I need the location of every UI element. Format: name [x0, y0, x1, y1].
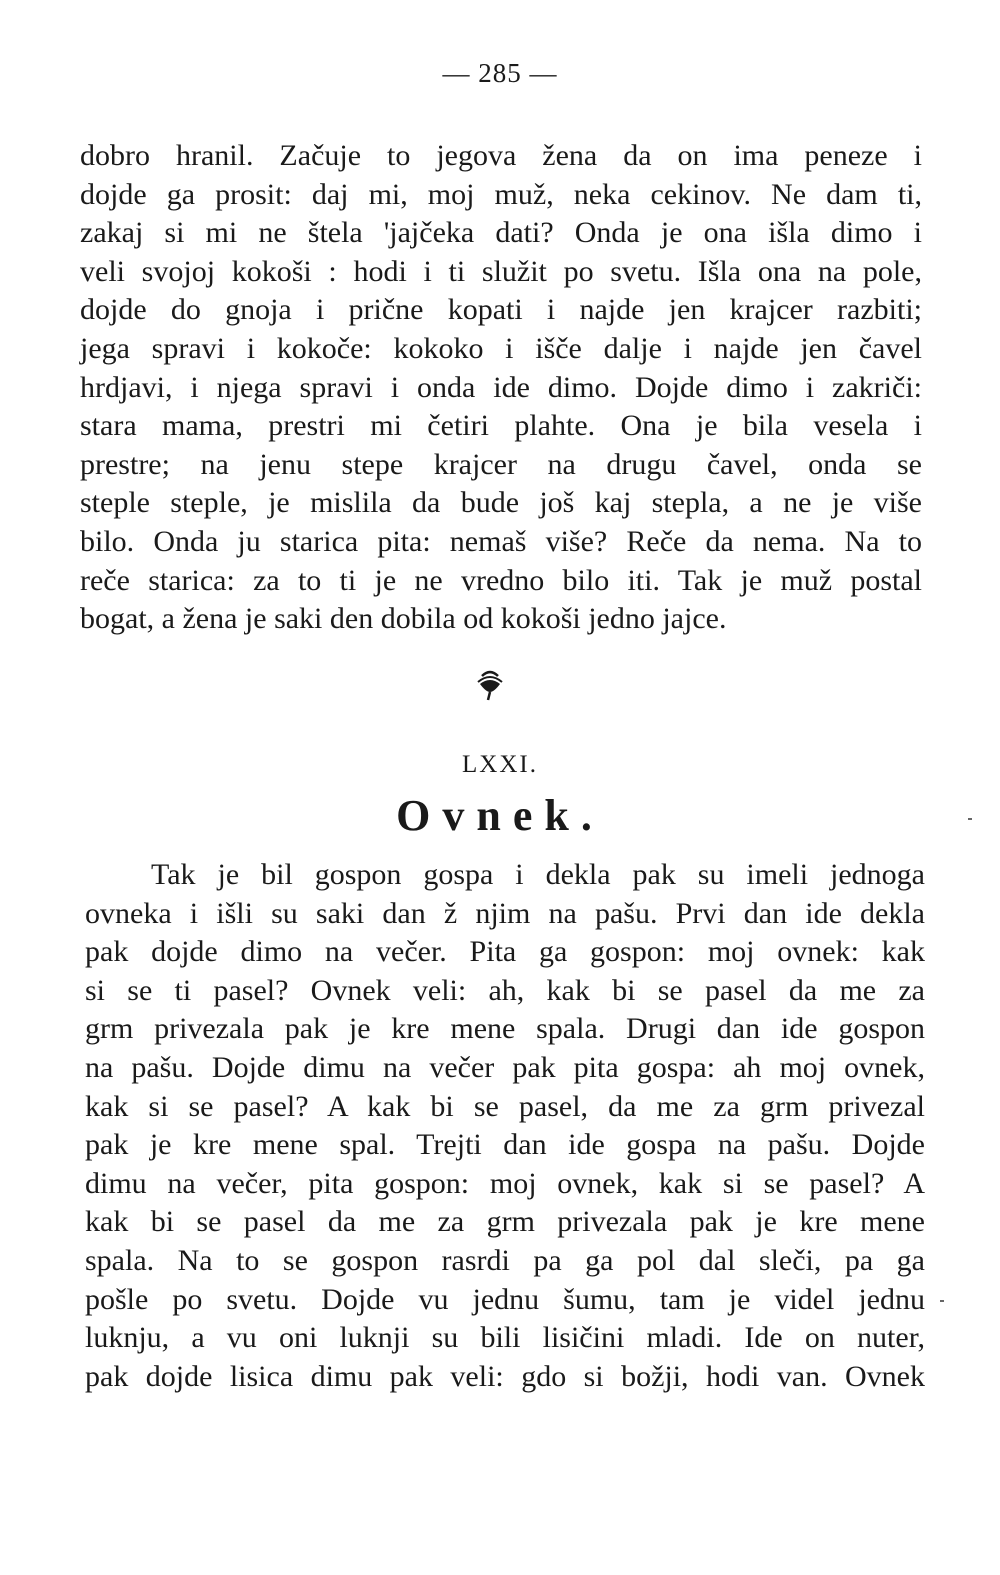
text-line: spala. Na to se gospon rasrdi pa ga pol dal sleči, pa ga: [85, 1243, 925, 1277]
text-line: dobro hranil. Začuje to jegova žena da on ima peneze i: [80, 139, 922, 172]
text-line: si se ti pasel? Ovnek veli: ah, kak bi se pasel da me za: [85, 973, 925, 1007]
chapter-number: LXXI.: [462, 751, 538, 778]
text-line: bilo. Onda ju starica pita: nemaš više? Reče da nema. Na to: [80, 524, 922, 558]
text-line: na pašu. Dojde dimu na večer pak pita gospa: ah moj ovnek,: [85, 1050, 925, 1084]
scan-speck: [940, 1300, 944, 1302]
text-line: dimu na večer, pita gospon: moj ovnek, kak si se pasel? A: [85, 1166, 925, 1200]
text-line: stara mama, prestri mi četiri plahte. Ona je bila vesela i: [80, 409, 922, 443]
page-number: — 285 —: [442, 58, 558, 88]
chapter-text: [85, 856, 925, 1396]
text-line: dojde do gnoja i prične kopati i najde jen krajcer razbiti;: [80, 293, 922, 327]
text-line: prestre; na jenu stepe krajcer na drugu čavel, onda se: [80, 447, 922, 481]
previous-section-text: [80, 137, 922, 639]
text-line: reče starica: za to ti je ne vredno bilo iti. Tak je muž postal: [80, 563, 922, 597]
text-line: dojde ga prosit: daj mi, moj muž, neka cekinov. Ne dam ti,: [80, 177, 922, 211]
text-line: pak dojde dimo na večer. Pita ga gospon: moj ovnek: kak: [85, 935, 925, 969]
text-line: bogat, a žena je saki den dobila od kokoši jedno jajce.: [80, 602, 727, 636]
scan-speck: [968, 818, 972, 820]
text-line: grm privezala pak je kre mene spala. Drugi dan ide gospon: [85, 1012, 925, 1046]
text-line: pošle po svetu. Dojde vu jednu šumu, tam je videl jednu: [85, 1282, 925, 1316]
chapter-title: Ovnek.: [396, 791, 604, 840]
text-line: steple steple, je mislila da bude još kaj stepla, a ne je više: [80, 486, 922, 520]
text-line: ovneka i išli su saki dan ž njim na pašu. Prvi dan ide dekla: [85, 896, 925, 930]
text-line: kak si se pasel? A kak bi se pasel, da me za grm privezal: [85, 1089, 925, 1123]
text-line: pak dojde lisica dimu pak veli: gdo si božji, hodi van. Ovnek: [85, 1359, 925, 1393]
text-line: hrdjavi, i njega spravi i onda ide dimo. Dojde dimo i zakriči:: [80, 370, 922, 404]
fleuron-icon: [470, 664, 510, 704]
text-line: zakaj si mi ne štela 'jajčeka dati? Onda je ona išla dimo i: [80, 216, 922, 250]
text-line: veli svojoj kokoši : hodi i ti služit po svetu. Išla ona na pole,: [80, 254, 922, 288]
text-line: Tak je bil gospon gospa i dekla pak su imeli jednoga: [151, 858, 925, 891]
text-line: luknju, a vu oni luknji su bili lisičini mladi. Ide on nuter,: [85, 1321, 925, 1355]
text-line: pak je kre mene spal. Trejti dan ide gospa na pašu. Dojde: [85, 1128, 925, 1162]
text-line: jega spravi i kokoče: kokoko i išče dalje i najde jen čavel: [80, 331, 922, 365]
text-line: kak bi se pasel da me za grm privezala pak je kre mene: [85, 1205, 925, 1239]
